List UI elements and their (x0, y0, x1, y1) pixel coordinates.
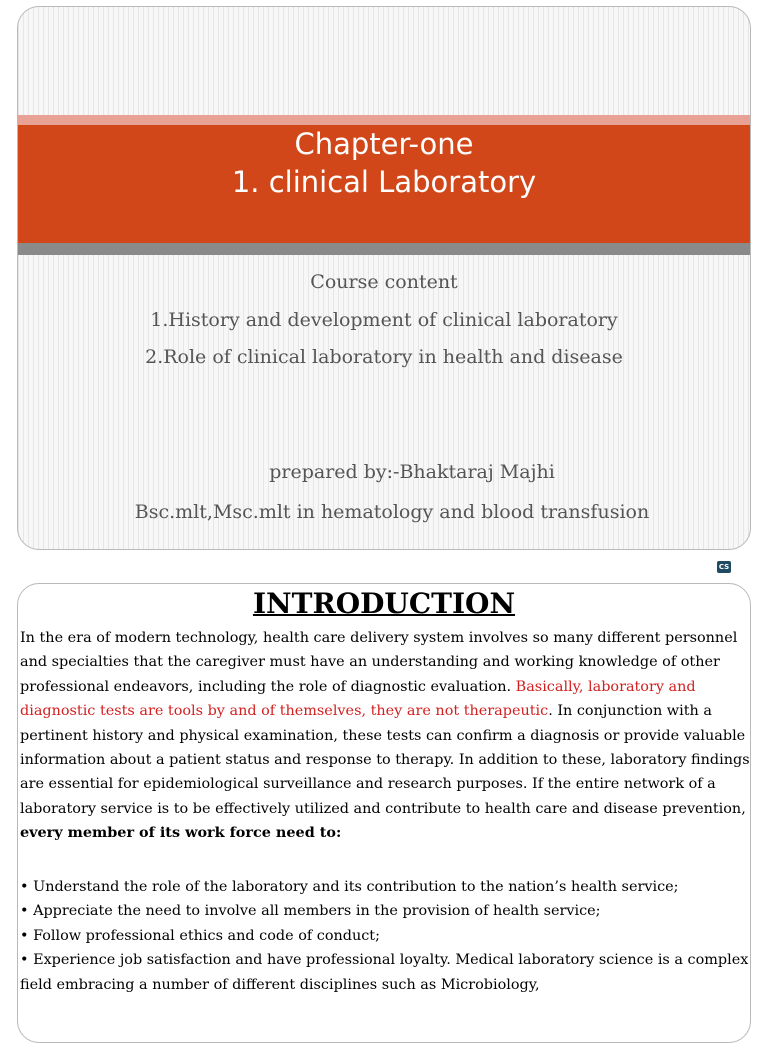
paragraph-highlight: Basically, laboratory and diagnostic tests are tools by and of themselves, they are not therapeutic (20, 678, 696, 720)
accent-bar-pink (18, 115, 750, 125)
list-item: • Appreciate the need to involve all members in the provision of health service; (20, 903, 601, 920)
paragraph-text-1: In the era of modern technology, health care delivery system involves so many different personnel and specialties that the caregiver must have an understanding and working knowledge of other professional endeavors, including the role of diagnostic evaluation. (20, 630, 738, 695)
list-item: • Follow professional ethics and code of conduct; (20, 927, 380, 944)
list-item: • Understand the role of the laboratory and its contribution to the nation’s health service; (20, 879, 679, 895)
introduction-slide (17, 583, 751, 1043)
accent-bar-gray (18, 243, 750, 255)
course-item-1: 1.History and development of clinical laboratory (150, 308, 618, 331)
course-content-heading: Course content (310, 271, 458, 293)
paragraph-bold-text: every member of its work force need to: (20, 824, 342, 842)
list-item: • Experience job satisfaction and have professional loyalty. Medical laboratory science is a complex field embracing a number of different disciplines such as Microbiology, (20, 952, 749, 993)
chapter-subtitle: 1. clinical Laboratory (231, 165, 537, 199)
title-band (18, 125, 750, 243)
camscanner-badge-icon: CS (718, 563, 730, 571)
author-block (18, 459, 750, 525)
author-credentials: Bsc.mlt,Msc.mlt in hematology and blood transfusion (134, 501, 650, 523)
chapter-title: Chapter-one (294, 127, 474, 161)
introduction-paragraph (20, 626, 750, 846)
title-slide (17, 6, 751, 550)
introduction-heading (18, 584, 750, 624)
prepared-by: prepared by:-Bhaktaraj Majhi (269, 461, 555, 483)
bullet-list (20, 875, 750, 997)
paragraph-text-2: . In conjunction with a pertinent history and physical examination, these tests can confirm a diagnosis or provide valuable information about a patient status and response to therapy. In addition to these, laboratory findings are essential for epidemiological surveillance and research purposes. If the entire network of a laboratory service is to be effectively utilized and contribute to health care and disease prevention, (20, 703, 750, 817)
course-item-2: 2.Role of clinical laboratory in health and disease (145, 346, 623, 368)
course-content-block (18, 267, 750, 380)
introduction-heading-text: INTRODUCTION (252, 587, 516, 620)
